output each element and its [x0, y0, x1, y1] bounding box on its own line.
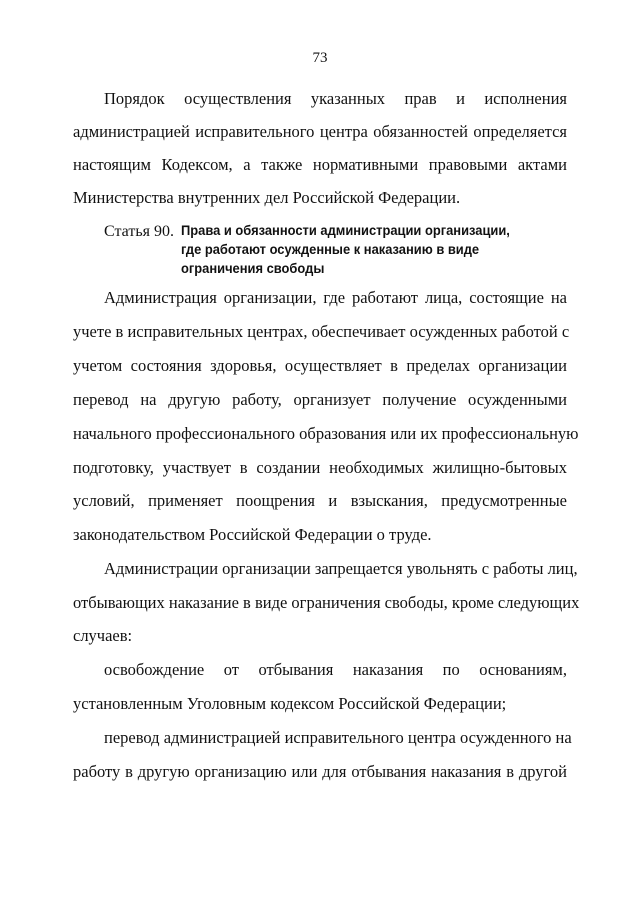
- text-line: Порядок осуществления указанных прав и исполнения: [104, 89, 567, 108]
- text-line: Министерства внутренних дел Российской Федерации.: [73, 188, 461, 207]
- article-title-line: ограничения свободы: [181, 261, 325, 277]
- text-line: перевод администрацией исправительного центра осужденного на: [104, 728, 572, 747]
- text-line: администрацией исправительного центра обязанностей определяется: [73, 122, 567, 141]
- text-line: условий, применяет поощрения и взыскания, предусмотренные: [73, 491, 567, 510]
- article-heading: [104, 222, 584, 279]
- text-line: настоящим Кодексом, а также нормативными правовыми актами: [73, 155, 567, 174]
- text-line: работу в другую организацию или для отбывания наказания в другой: [73, 762, 567, 781]
- text-line: начального профессионального образования или их профессиональную: [73, 424, 579, 443]
- text-line: отбывающих наказание в виде ограничения свободы, кроме следующих: [73, 593, 580, 612]
- text-line: подготовку, участвует в создании необходимых жилищно-бытовых: [73, 458, 567, 477]
- text-line: установленным Уголовным кодексом Российской Федерации;: [73, 694, 507, 713]
- text-line: случаев:: [73, 626, 133, 645]
- text-line: учете в исправительных центрах, обеспечивает осужденных работой с: [73, 322, 570, 341]
- page-number: 73: [312, 50, 328, 66]
- text-line: освобождение от отбывания наказания по основаниям,: [104, 660, 567, 679]
- text-line: перевод на другую работу, организует получение осужденными: [73, 390, 567, 409]
- text-line: Администрации организации запрещается увольнять с работы лиц,: [104, 559, 578, 578]
- article-title-line: Права и обязанности администрации организации,: [181, 223, 510, 239]
- text-line: учетом состояния здоровья, осуществляет в пределах организации: [73, 356, 567, 375]
- article-title: [181, 222, 542, 279]
- text-line: Администрация организации, где работают лица, состоящие на: [104, 288, 567, 307]
- article-number: Статья 90.: [104, 223, 174, 240]
- article-title-line: где работают осужденные к наказанию в виде: [181, 242, 480, 258]
- text-line: законодательством Российской Федерации о труде.: [73, 525, 432, 544]
